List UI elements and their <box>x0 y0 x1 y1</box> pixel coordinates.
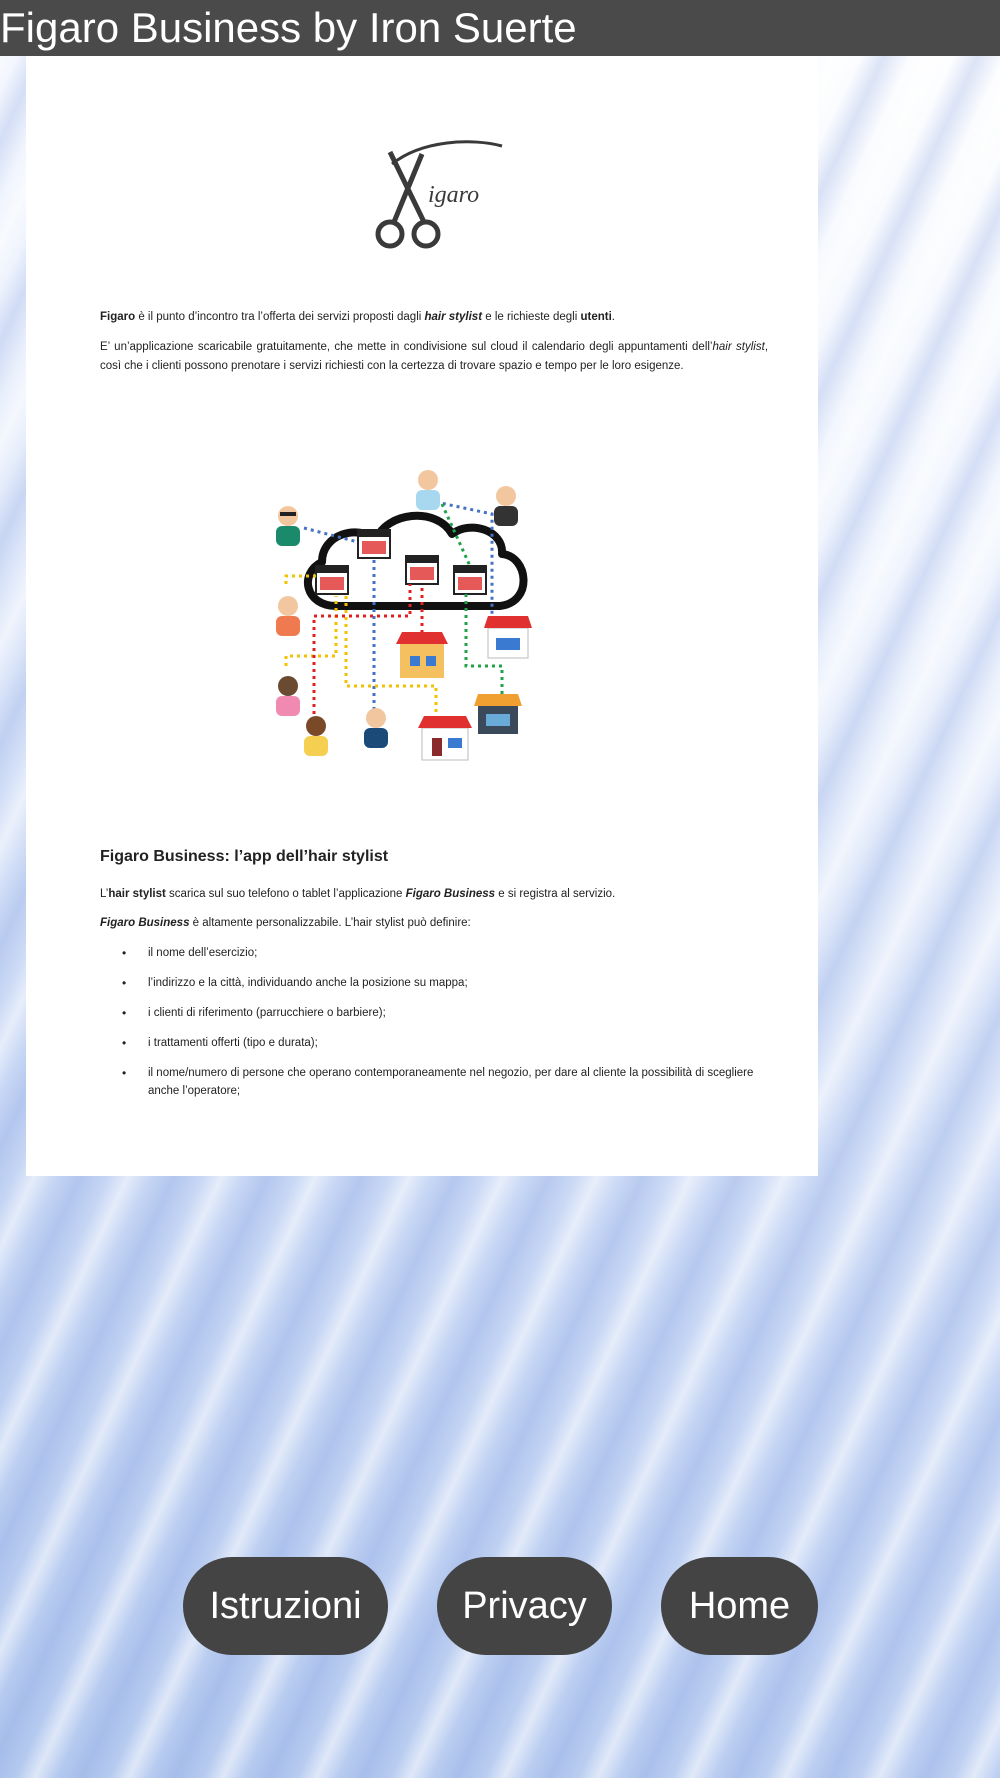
list-item: • i clienti di riferimento (parrucchiere o barbiere); <box>100 1004 768 1022</box>
section-paragraph-1: L’hair stylist scarica sul suo telefono o tablet l’applicazione Figaro Business e si registra al servizio. <box>100 888 616 900</box>
shop-icon <box>484 616 532 658</box>
home-button[interactable]: Home <box>661 1557 818 1655</box>
person-icon <box>304 716 328 756</box>
list-item: • l’indirizzo e la città, individuando anche la posizione su mappa; <box>100 974 768 992</box>
app-title: Figaro Business by Iron Suerte <box>0 0 1000 56</box>
person-icon <box>276 506 300 546</box>
section-heading: Figaro Business: l’app dell’hair stylist <box>100 848 389 865</box>
document-page[interactable] <box>26 56 818 1176</box>
istruzioni-button[interactable]: Istruzioni <box>183 1557 388 1655</box>
calendar-icon <box>406 556 438 584</box>
list-item: • il nome dell’esercizio; <box>100 944 768 962</box>
calendar-icon <box>454 566 486 594</box>
feature-list <box>100 944 768 1112</box>
person-icon <box>494 486 518 526</box>
calendar-icon <box>316 566 348 594</box>
shop-icon <box>474 694 522 734</box>
privacy-button[interactable]: Privacy <box>437 1557 612 1655</box>
cloud-network-illustration <box>266 456 606 796</box>
shop-icon <box>396 632 448 678</box>
person-icon <box>276 596 300 636</box>
calendar-icon <box>358 530 390 558</box>
section-paragraph-2: Figaro Business è altamente personalizzabile. L’hair stylist può definire: <box>100 917 471 929</box>
shop-icon <box>418 716 472 760</box>
list-item: • il nome/numero di persone che operano contemporaneamente nel negozio, per dare al cliente la possibilità di scegliere anche l’operatore; <box>100 1064 768 1100</box>
person-icon <box>276 676 300 716</box>
intro-paragraph-1: Figaro è il punto d’incontro tra l’offerta dei servizi proposti dagli hair stylist e le richieste degli utenti. <box>100 311 615 323</box>
logo-text: igaro <box>428 182 480 208</box>
intro-paragraph-2: E’ un’applicazione scaricabile gratuitamente, che mette in condivisione sul cloud il calendario degli appuntamenti dell’hair stylist, così che i clienti possono prenotare i servizi richiesti con la certezza di trovare spazio e tempo per le loro esigenze. <box>100 341 769 372</box>
person-icon <box>416 470 440 510</box>
list-item: • i trattamenti offerti (tipo e durata); <box>100 1034 768 1052</box>
person-icon <box>364 708 388 748</box>
figaro-logo <box>362 134 512 254</box>
